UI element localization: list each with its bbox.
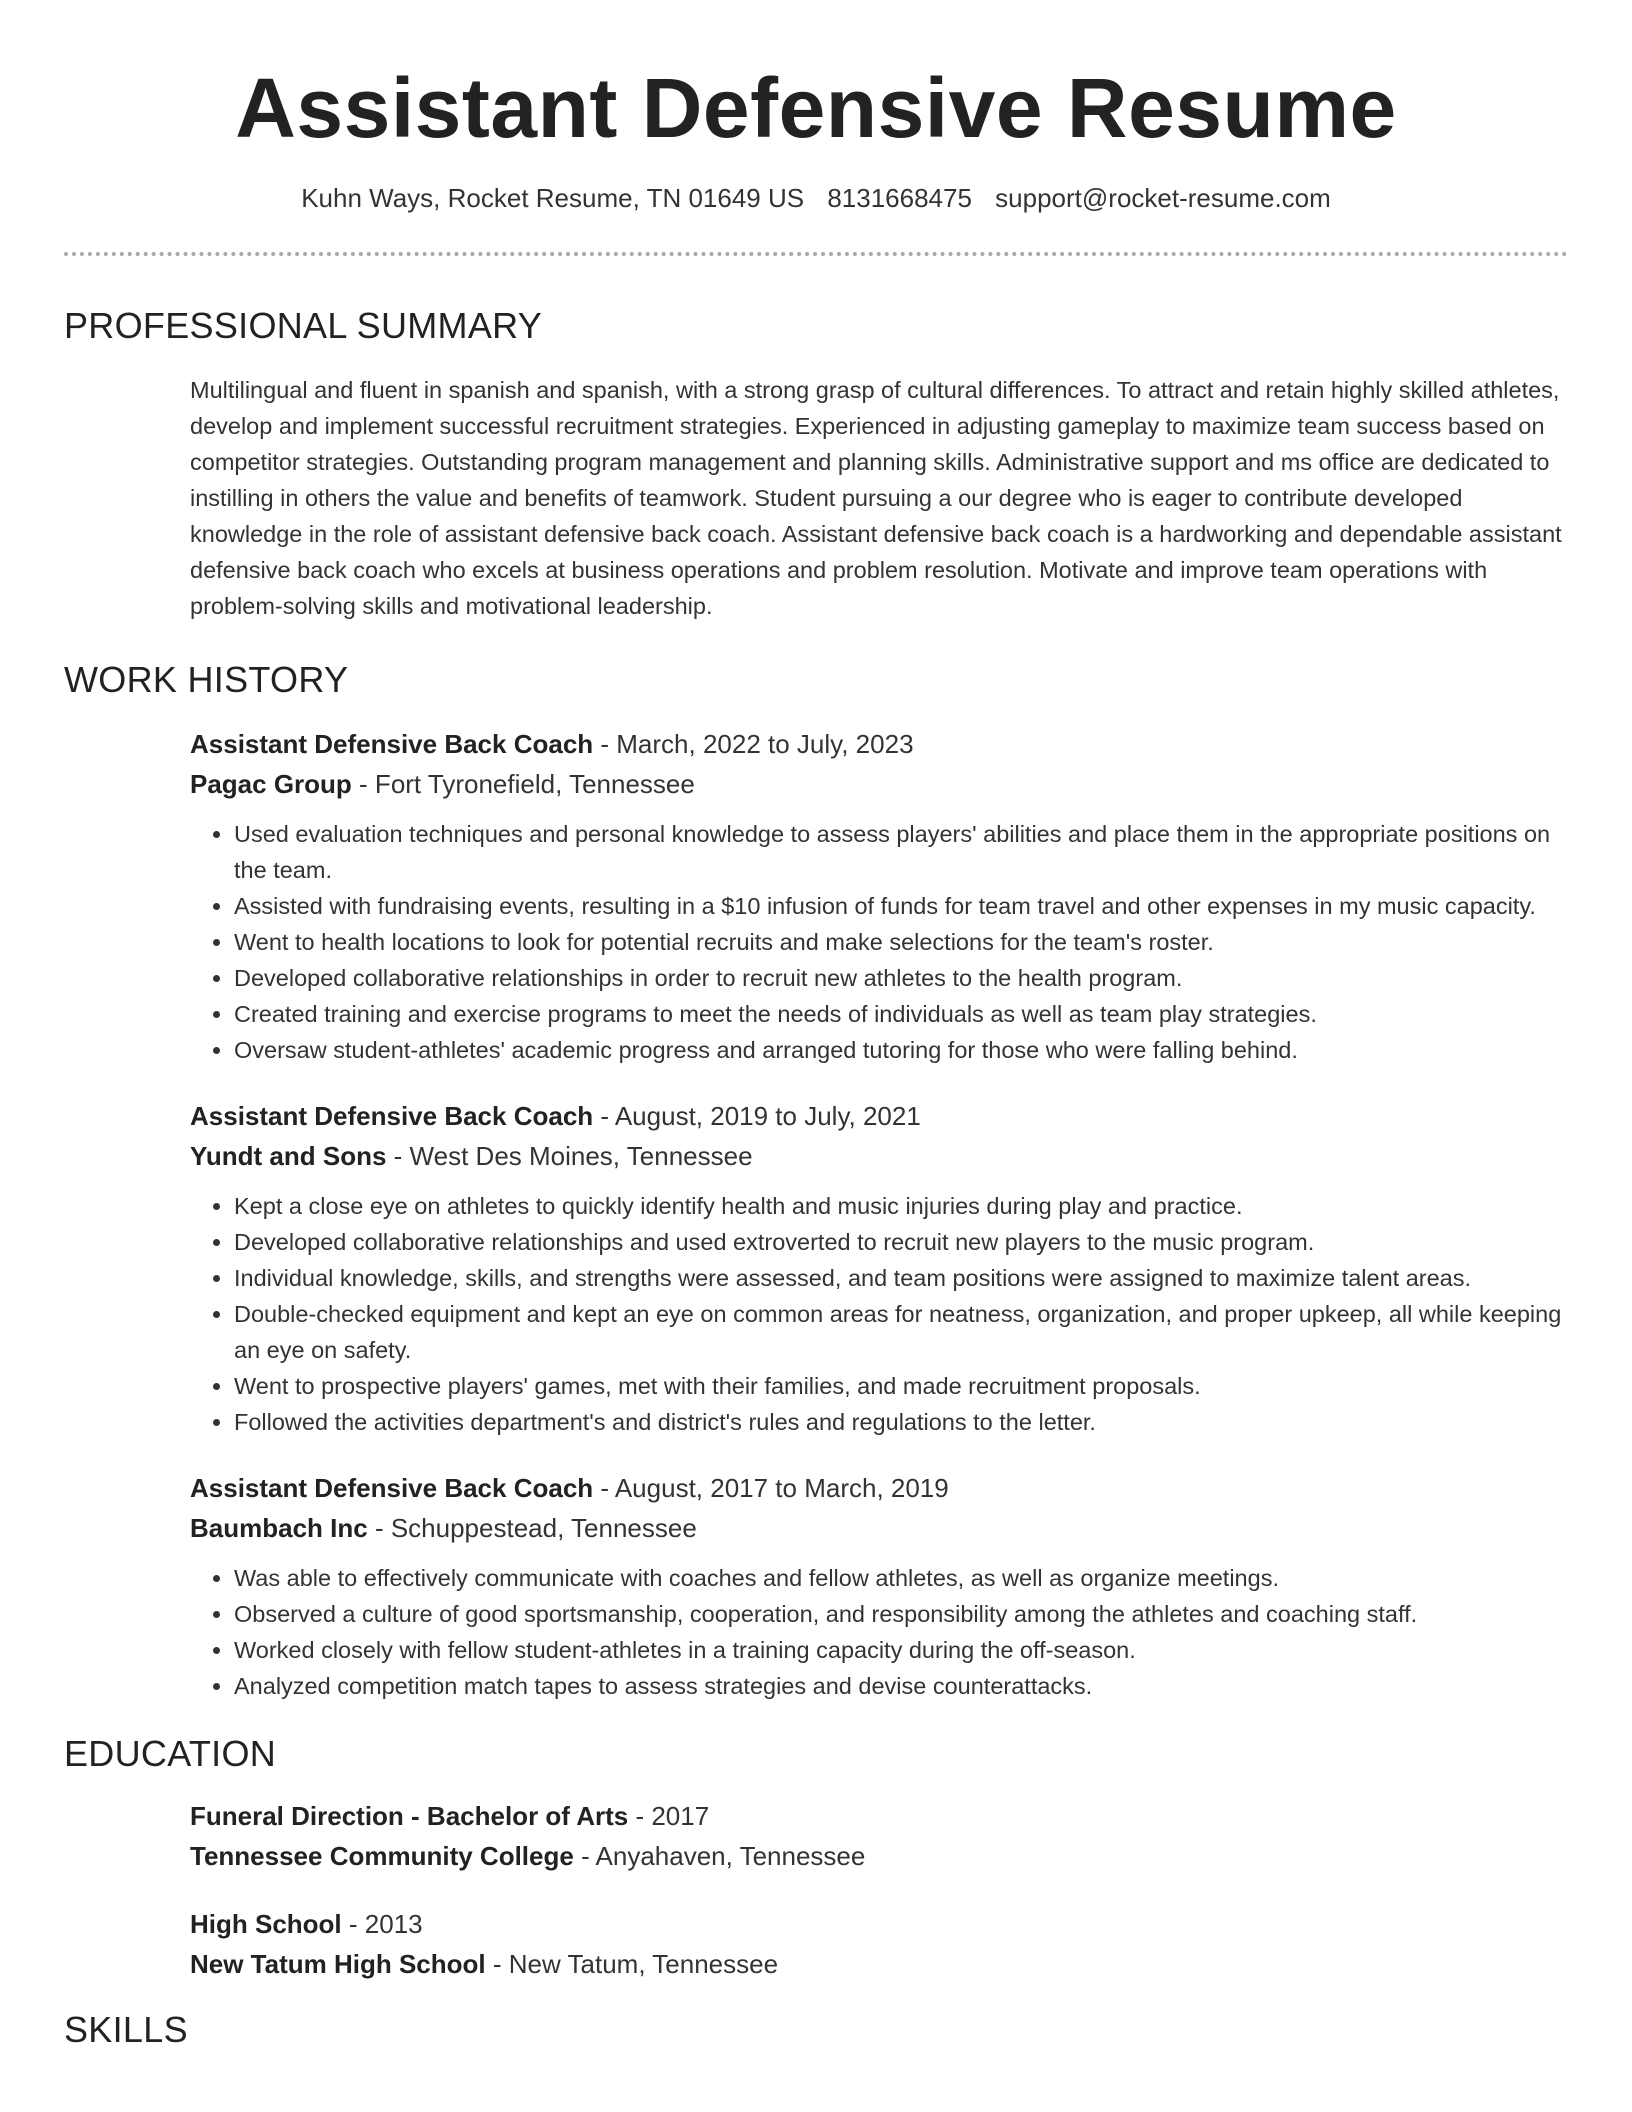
education-location: - Anyahaven, Tennessee — [573, 1841, 866, 1871]
education-degree: High School — [190, 1909, 342, 1939]
education-heading: EDUCATION — [64, 1733, 277, 1774]
contact-email: support@rocket-resume.com — [995, 183, 1331, 213]
education-location: - New Tatum, Tennessee — [485, 1949, 779, 1979]
job-company: Pagac Group — [190, 769, 352, 799]
skills-section — [64, 2008, 1568, 2052]
job-bullet: • Analyzed competition match tapes to assess strategies and devise counterattacks. — [234, 1668, 1568, 1704]
summary-body — [190, 372, 1568, 624]
job-location: - Schuppestead, Tennessee — [367, 1513, 697, 1543]
job-bullet: • Was able to effectively communicate with coaches and fellow athletes, as well as organize meetings. — [234, 1560, 1568, 1596]
job-title: Assistant Defensive Back Coach — [190, 729, 594, 759]
education-entry — [190, 1796, 1568, 1876]
job-title-line — [190, 1096, 1568, 1136]
education-school-line — [190, 1836, 1568, 1876]
job-company: Baumbach Inc — [190, 1513, 368, 1543]
job-bullet: • Created training and exercise programs to meet the needs of individuals as well as team play strategies. — [234, 996, 1568, 1032]
work-history-body — [190, 724, 1568, 1704]
job-location: - West Des Moines, Tennessee — [386, 1141, 753, 1171]
job-entry — [190, 1096, 1568, 1440]
work-history-section — [64, 658, 1568, 1704]
contact-line — [64, 180, 1568, 216]
job-bullet: • Went to prospective players' games, met with their families, and made recruitment proposals. — [234, 1368, 1568, 1404]
education-degree-line — [190, 1796, 1568, 1836]
job-title-line — [190, 1468, 1568, 1508]
job-entry — [190, 1468, 1568, 1704]
job-bullets — [190, 1188, 1568, 1440]
education-school: New Tatum High School — [190, 1949, 486, 1979]
job-company-line — [190, 1136, 1568, 1176]
education-degree-line — [190, 1904, 1568, 1944]
summary-text: Multilingual and fluent in spanish and spanish, with a strong grasp of cultural differences. To attract and retain highly skilled athletes, develop and implement successful recruitment strategies. Experienced in adjusting gameplay to maximize team success based on competitor strategies. Outstanding program management and planning skills. Administrative support and ms office are dedicated to instilling in others the value and benefits of teamwork. Student pursuing a our degree who is eager to contribute developed knowledge in the role of assistant defensive back coach. Assistant defensive back coach is a hardworking and dependable assistant defensive back coach who excels at business operations and problem resolution. Motivate and improve team operations with problem-solving skills and motivational leadership. — [190, 377, 1562, 619]
job-bullet: • Developed collaborative relationships in order to recruit new athletes to the health program. — [234, 960, 1568, 996]
job-company-line — [190, 764, 1568, 804]
education-section — [64, 1732, 1568, 1984]
job-bullet: • Used evaluation techniques and personal knowledge to assess players' abilities and place them in the appropriate positions on the team. — [234, 816, 1568, 888]
job-bullet: • Observed a culture of good sportsmanship, cooperation, and responsibility among the athletes and coaching staff. — [234, 1596, 1568, 1632]
job-bullets — [190, 1560, 1568, 1704]
summary-section — [64, 304, 1568, 624]
job-company-line — [190, 1508, 1568, 1548]
job-bullets — [190, 816, 1568, 1068]
education-year: - 2013 — [341, 1909, 423, 1939]
education-school-line — [190, 1944, 1568, 1984]
header-divider — [64, 252, 1568, 256]
job-bullet: • Double-checked equipment and kept an eye on common areas for neatness, organization, and proper upkeep, all while keeping an eye on safety. — [234, 1296, 1568, 1368]
education-degree: Funeral Direction - Bachelor of Arts — [190, 1801, 629, 1831]
job-entry — [190, 724, 1568, 1068]
education-year: - 2017 — [628, 1801, 710, 1831]
education-body — [190, 1796, 1568, 1984]
job-bullet: • Developed collaborative relationships and used extroverted to recruit new players to the music program. — [234, 1224, 1568, 1260]
resume-title: Assistant Defensive Resume — [235, 61, 1397, 155]
skills-heading: SKILLS — [64, 2009, 188, 2050]
job-bullet: • Went to health locations to look for potential recruits and make selections for the team's roster. — [234, 924, 1568, 960]
job-dates: - March, 2022 to July, 2023 — [593, 729, 914, 759]
job-company: Yundt and Sons — [190, 1141, 387, 1171]
job-bullet: • Kept a close eye on athletes to quickly identify health and music injuries during play and practice. — [234, 1188, 1568, 1224]
contact-address: Kuhn Ways, Rocket Resume, TN 01649 US — [301, 183, 805, 213]
contact-phone: 8131668475 — [827, 183, 972, 213]
job-bullet: • Individual knowledge, skills, and strengths were assessed, and team positions were assigned to maximize talent areas. — [234, 1260, 1568, 1296]
job-dates: - August, 2017 to March, 2019 — [593, 1473, 949, 1503]
summary-heading: PROFESSIONAL SUMMARY — [64, 305, 543, 346]
job-title: Assistant Defensive Back Coach — [190, 1473, 594, 1503]
job-bullet: • Followed the activities department's and district's rules and regulations to the letter. — [234, 1404, 1568, 1440]
job-dates: - August, 2019 to July, 2021 — [593, 1101, 921, 1131]
job-bullet: • Assisted with fundraising events, resulting in a $10 infusion of funds for team travel and other expenses in my music capacity. — [234, 888, 1568, 924]
job-location: - Fort Tyronefield, Tennessee — [351, 769, 695, 799]
work-history-heading: WORK HISTORY — [64, 659, 349, 700]
education-entry — [190, 1904, 1568, 1984]
job-bullet: • Oversaw student-athletes' academic progress and arranged tutoring for those who were falling behind. — [234, 1032, 1568, 1068]
education-school: Tennessee Community College — [190, 1841, 574, 1871]
job-title-line — [190, 724, 1568, 764]
job-title: Assistant Defensive Back Coach — [190, 1101, 594, 1131]
job-bullet: • Worked closely with fellow student-athletes in a training capacity during the off-season. — [234, 1632, 1568, 1668]
